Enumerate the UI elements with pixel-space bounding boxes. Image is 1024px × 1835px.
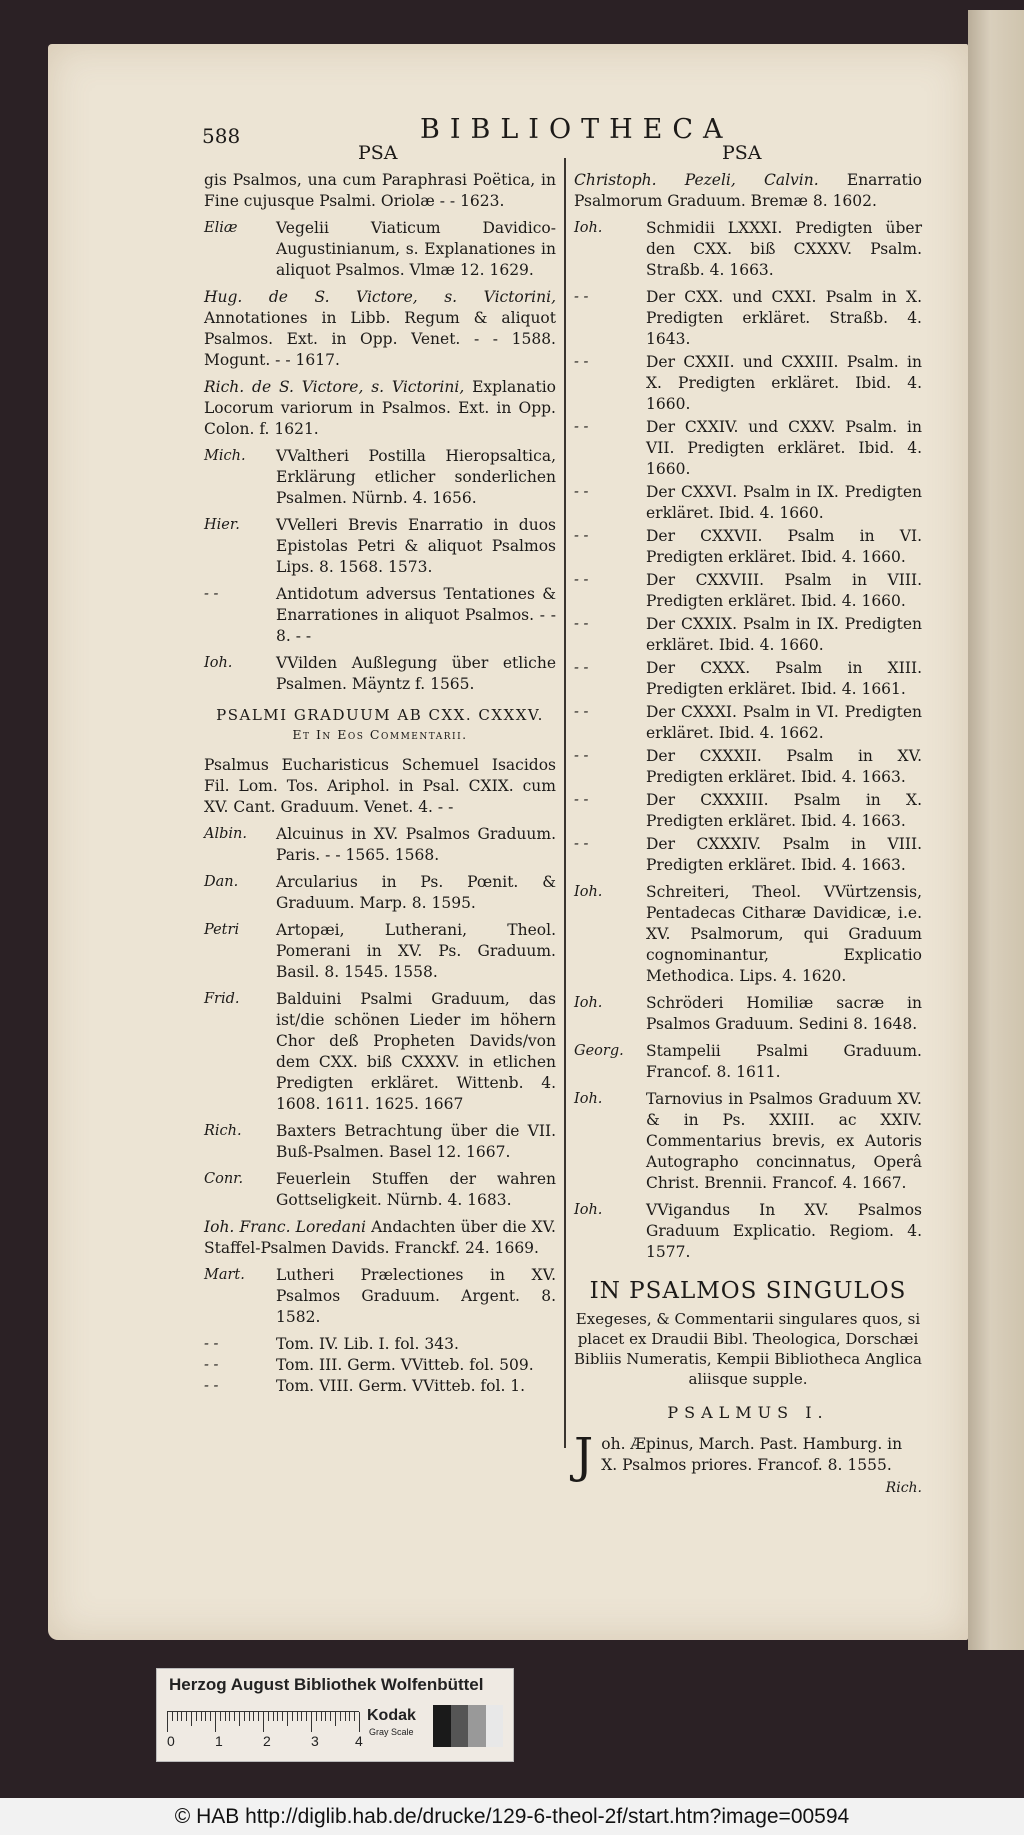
ruler-number: 1: [215, 1733, 223, 1749]
ruler-tick: [263, 1712, 264, 1732]
ruler-tick: [316, 1712, 317, 1721]
drop-cap: J: [574, 1428, 594, 1484]
ruler-tick: [244, 1712, 245, 1721]
color-calibration-bar: [156, 1668, 514, 1762]
list-item: Ioh. Franc. Loredani Andachten über die XV. Staffel-Psalmen Davids. Franckf. 24. 1669.: [204, 1218, 556, 1257]
section-intro: Exegeses, & Commentarii singulares quos, si placet ex Draudii Bibl. Theologica, Dorschæi Bibliis Numeratis, Kempii Bibliotheca Anglica aliisque supple.: [574, 1310, 922, 1388]
list-item: Georg. Stampelii Psalmi Graduum. Francof. 8. 1611.: [574, 1042, 922, 1081]
ruler-tick: [306, 1712, 307, 1721]
list-item: Christoph. Pezeli, Calvin. Enarratio Psalmorum Graduum. Bremæ 8. 1602.: [574, 171, 922, 210]
list-item: Ioh. Schmidii LXXXI. Predigten über den CXX. biß CXXXV. Psalm. Straßb. 4. 1663.: [574, 219, 922, 279]
ruler-number: 0: [167, 1733, 175, 1749]
list-item: - - Der CXXXIII. Psalm in X. Predigten erkläret. Ibid. 4. 1663.: [574, 791, 922, 830]
ruler-tick: [196, 1712, 197, 1721]
list-item: Conr. Feuerlein Stuffen der wahren Gottseligkeit. Nürnb. 4. 1683.: [204, 1170, 556, 1209]
ruler-tick: [277, 1712, 278, 1721]
list-item: - - Tom. III. Germ. VVitteb. fol. 509.: [204, 1356, 534, 1374]
ruler-tick: [177, 1712, 178, 1721]
list-item: - - Der CXXVIII. Psalm in VIII. Predigten erkläret. Ibid. 4. 1660.: [574, 571, 922, 610]
page-header: [0, 112, 1024, 152]
list-item: - - Der CXXVII. Psalm in VI. Predigten erkläret. Ibid. 4. 1660.: [574, 527, 922, 566]
list-item: - - Der CXXX. Psalm in XIII. Predigten erkläret. Ibid. 4. 1661.: [574, 659, 922, 698]
ruler-tick: [273, 1712, 274, 1721]
ruler-number: 2: [263, 1733, 271, 1749]
list-item: - - Der CXXVI. Psalm in IX. Predigten erkläret. Ibid. 4. 1660.: [574, 483, 922, 522]
list-item: Ioh. Tarnovius in Psalmos Graduum XV. & in Ps. XXIII. ac XXIV. Commentarius brevis, ex Autoris Autographo concinnatus, Operâ Christ. Brennii. Francof. 4. 1667.: [574, 1090, 922, 1192]
ruler-tick: [258, 1712, 259, 1721]
ruler-tick: [349, 1712, 350, 1721]
ruler-tick: [311, 1712, 312, 1732]
list-item: - - Der CXXIV. und CXXV. Psalm. in VII. Predigten erkläret. Ibid. 4. 1660.: [574, 418, 922, 478]
ruler-number: 3: [311, 1733, 319, 1749]
list-item: Hug. de S. Victore, s. Victorini, Annotationes in Libb. Regum & aliquot Psalmos. Ext. in Opp. Venet. - - 1588. Mogunt. - - 1617.: [204, 288, 556, 369]
ruler-tick: [297, 1712, 298, 1721]
list-item: - - Der CXXII. und CXXIII. Psalm. in X. Predigten erkläret. Ibid. 4. 1660.: [574, 353, 922, 413]
ruler-tick: [249, 1712, 250, 1721]
running-title: BIBLIOTHECA: [420, 114, 733, 145]
list-item: Rich. de S. Victore, s. Victorini, Explanatio Locorum variorum in Psalmos. Ext. in Opp. Colon. f. 1621.: [204, 378, 556, 438]
ruler-tick: [234, 1712, 235, 1721]
gray-scale-label: Gray Scale: [369, 1727, 414, 1737]
right-column: [574, 170, 922, 1496]
section-heading: IN PSALMOS SINGULOS: [589, 1278, 907, 1304]
list-item: J oh. Æpinus, March. Past. Hamburg. in X. Psalmos priores. Francof. 8. 1555.: [574, 1428, 903, 1484]
section-heading: PSALMI GRADUUM AB CXX. CXXXV. Et In Eos Commentarii.: [204, 705, 556, 745]
ruler-tick: [205, 1712, 206, 1721]
ruler-tick: [167, 1712, 168, 1732]
ruler-tick: [220, 1712, 221, 1721]
section-subheading: Et In Eos Commentarii.: [292, 727, 468, 742]
list-item: - - Der CXXXI. Psalm in VI. Predigten erkläret. Ibid. 4. 1662.: [574, 703, 922, 742]
list-item: - - Der CXX. und CXXI. Psalm in X. Predigten erkläret. Straßb. 4. 1643.: [574, 288, 922, 348]
list-item: Frid. Balduini Psalmi Graduum, das ist/die schönen Lieder im höhern Chor deß Propheten Davids/von dem CXX. biß CXXXV. in etlichen Predigten erkläret. Wittenb. 4. 1608. 1611. 1625. 1667: [204, 990, 556, 1113]
list-item: - - Der CXXIX. Psalm in IX. Predigten erkläret. Ibid. 4. 1660.: [574, 615, 922, 654]
ruler-tick: [215, 1712, 216, 1732]
ruler-tick: [287, 1712, 288, 1726]
ruler-tick: [225, 1712, 226, 1721]
list-item: Hier. VVelleri Brevis Enarratio in duos Epistolas Petri & aliquot Psalmos Lips. 8. 1568. 1573.: [204, 516, 556, 576]
list-item: - - Antidotum adversus Tentationes & Enarrationes in aliquot Psalmos. - - 8. - -: [204, 585, 556, 645]
ruler-tick: [345, 1712, 346, 1721]
ruler-tick: [335, 1712, 336, 1726]
right-column-head: PSA: [722, 142, 762, 164]
ruler-tick: [292, 1712, 293, 1721]
list-item: Psalmus Eucharisticus Schemuel Isacidos Fil. Lom. Tos. Ariphol. in Psal. CXIX. cum XV. Cant. Graduum. Venet. 4. - -: [204, 756, 556, 816]
next-page-edge: [968, 10, 1024, 1650]
library-label: Herzog August Bibliothek Wolfenbüttel: [169, 1675, 484, 1694]
page-number: 588: [202, 124, 241, 148]
catchword: Rich.: [885, 1480, 922, 1496]
list-item: Albin. Alcuinus in XV. Psalmos Graduum. Paris. - - 1565. 1568.: [204, 825, 556, 864]
gray-scale-swatch: [433, 1705, 503, 1747]
list-item: Ioh. VVigandus In XV. Psalmos Graduum Explicatio. Regiom. 4. 1577.: [574, 1201, 922, 1261]
ruler-tick: [253, 1712, 254, 1721]
ruler-tick: [186, 1712, 187, 1721]
list-item: Mich. VValtheri Postilla Hieropsaltica, Erklärung etlicher sonderlichen Psalmen. Nürnb. 4. 1656.: [204, 447, 556, 507]
ruler-tick: [191, 1712, 192, 1726]
list-item: Ioh. Schröderi Homiliæ sacræ in Psalmos Graduum. Sedini 8. 1648.: [574, 994, 922, 1033]
list-item: - - Der CXXXII. Psalm in XV. Predigten erkläret. Ibid. 4. 1663.: [574, 747, 922, 786]
list-item: Ioh. Schreiteri, Theol. VVürtzensis, Pentadecas Citharæ Davidicæ, i.e. XV. Psalmorum, qui Graduum cognominantur, Explicatio Methodica. Lips. 4. 1620.: [574, 883, 922, 985]
ruler-tick: [354, 1712, 355, 1721]
list-item: - - Der CXXXIV. Psalm in VIII. Predigten erkläret. Ibid. 4. 1663.: [574, 835, 922, 874]
list-item: - - Tom. VIII. Germ. VVitteb. fol. 1.: [204, 1377, 526, 1395]
kodak-logo: Kodak: [367, 1707, 416, 1724]
list-item: Rich. Baxters Betrachtung über die VII. Buß-Psalmen. Basel 12. 1667.: [204, 1122, 556, 1161]
list-item: - - Tom. IV. Lib. I. fol. 343.: [204, 1335, 459, 1353]
ruler-tick: [282, 1712, 283, 1721]
ruler-tick: [340, 1712, 341, 1721]
ruler-number: 4: [355, 1733, 363, 1749]
ruler-tick: [201, 1712, 202, 1721]
left-column-head: PSA: [358, 142, 398, 164]
ruler-tick: [359, 1712, 360, 1732]
list-item: Eliæ Vegelii Viaticum Davidico-Augustinianum, s. Explanationes in aliquot Psalmos. Vlmæ 12. 1629.: [204, 219, 556, 279]
list-item: Ioh. VVilden Außlegung über etliche Psalmen. Mäyntz f. 1565.: [204, 654, 556, 693]
ruler-tick: [210, 1712, 211, 1721]
ruler-tick: [268, 1712, 269, 1721]
list-item: gis Psalmos, una cum Paraphrasi Poëtica, in Fine cujusque Psalmi. Oriolæ - - 1623.: [204, 171, 556, 210]
psalm-heading: PSALMUS I.: [667, 1403, 829, 1422]
ruler-tick: [330, 1712, 331, 1721]
list-item: Mart. Lutheri Prælectiones in XV. Psalmos Graduum. Argent. 8. 1582.: [204, 1266, 556, 1326]
ruler-tick: [301, 1712, 302, 1721]
ruler-tick: [321, 1712, 322, 1721]
list-item: Petri Artopæi, Lutherani, Theol. Pomerani in XV. Ps. Graduum. Basil. 8. 1545. 1558.: [204, 921, 556, 981]
left-column: [204, 170, 556, 1403]
ruler-tick: [229, 1712, 230, 1721]
list-item: Dan. Arcularius in Ps. Pœnit. & Graduum. Marp. 8. 1595.: [204, 873, 556, 912]
column-divider: [564, 158, 566, 1448]
ruler-tick: [181, 1712, 182, 1721]
ruler-tick: [239, 1712, 240, 1726]
ruler-tick: [172, 1712, 173, 1721]
ruler-tick: [325, 1712, 326, 1721]
footer-url: © HAB http://diglib.hab.de/drucke/129-6-theol-2f/start.htm?image=00594: [0, 1798, 1024, 1835]
